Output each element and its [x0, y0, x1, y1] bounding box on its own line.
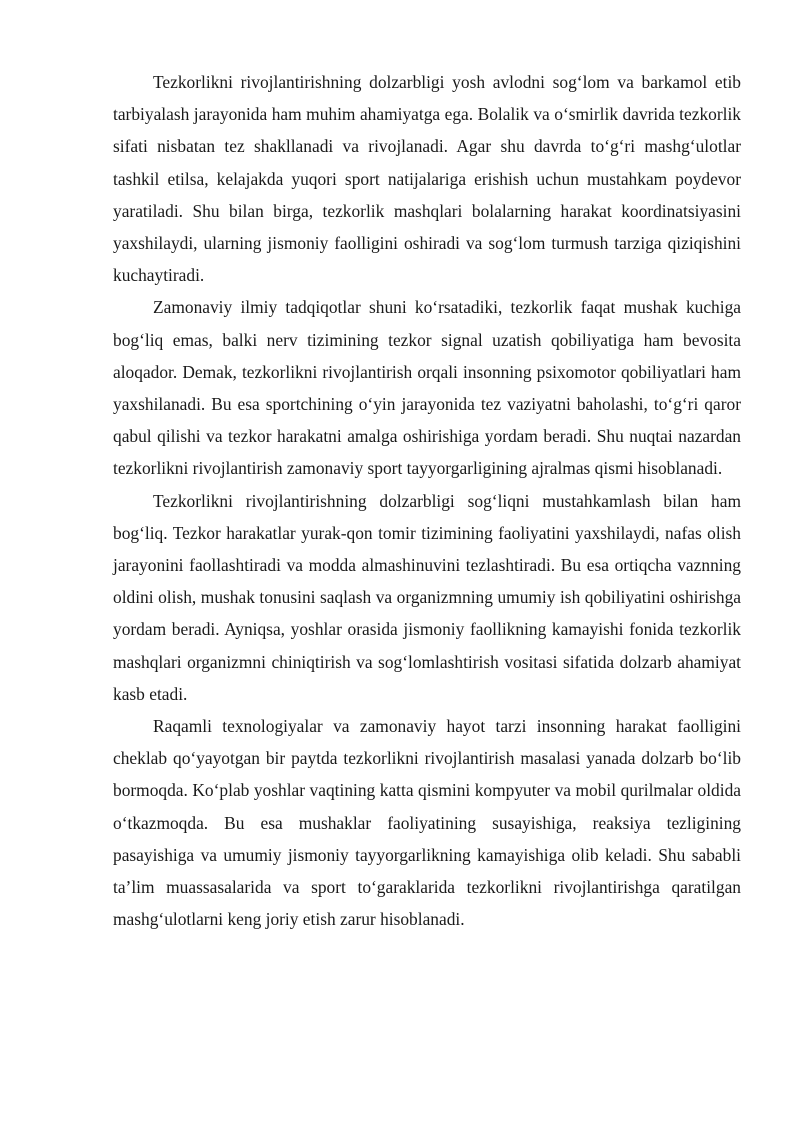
paragraph-1: Tezkorlikni rivojlantirishning dolzarbligi yosh avlodni sog‘lom va barkamol etib tarbiyalash jarayonida ham muhim ahamiyatga ega. Bolalik va o‘smirlik davrida tezkorlik sifati nisbatan tez shakllanadi va rivojlanadi. Agar shu davrda to‘g‘ri mashg‘ulotlar tashkil etilsa, kelajakda yuqori sport natijalariga erishish uchun mustahkam poydevor yaratiladi. Shu bilan birga, tezkorlik mashqlari bolalarning harakat koordinatsiyasini yaxshilaydi, ularning jismoniy faolligini oshiradi va sog‘lom turmush tarziga qiziqishini kuchaytiradi.: [113, 72, 741, 286]
paragraph-3: Tezkorlikni rivojlantirishning dolzarbligi sog‘liqni mustahkamlash bilan ham bog‘liq. Tezkor harakatlar yurak-qon tomir tizimining faoliyatini yaxshilaydi, nafas olish jarayonini faollashtiradi va modda almashinuvini tezlashtiradi. Bu esa ortiqcha vaznning oldini olish, mushak tonusini saqlash va organizmning umumiy ish qobiliyatini oshirishga yordam beradi. Ayniqsa, yoshlar orasida jismoniy faollikning kamayishi fonida tezkorlik mashqlari organizmni chiniqtirish va sog‘lomlashtirish vositasi sifatida dolzarb ahamiyat kasb etadi.: [113, 490, 741, 704]
document-page: [113, 66, 741, 935]
paragraph-4: Raqamli texnologiyalar va zamonaviy hayot tarzi insonning harakat faolligini cheklab qo‘yayotgan bir paytda tezkorlikni rivojlantirish masalasi yanada dolzarb bo‘lib bormoqda. Ko‘plab yoshlar vaqtining katta qismini kompyuter va mobil qurilmalar oldida o‘tkazmoqda. Bu esa mushaklar faoliyatining susayishiga, reaksiya tezligining pasayishiga va umumiy jismoniy tayyorgarlikning kamayishiga olib keladi. Shu sababli ta’lim muassasalarida va sport to‘garaklarida tezkorlikni rivojlantirishga qaratilgan mashg‘ulotlarni keng joriy etish zarur hisoblanadi.: [113, 716, 741, 930]
paragraph-2: Zamonaviy ilmiy tadqiqotlar shuni ko‘rsatadiki, tezkorlik faqat mushak kuchiga bog‘liq emas, balki nerv tizimining tezkor signal uzatish qobiliyatiga ham bevosita aloqador. Demak, tezkorlikni rivojlantirish orqali insonning psixomotor qobiliyatlari ham yaxshilanadi. Bu esa sportchining o‘yin jarayonida tez vaziyatni baholashi, to‘g‘ri qaror qabul qilishi va tezkor harakatni amalga oshirishiga yordam beradi. Shu nuqtai nazardan tezkorlikni rivojlantirish zamonaviy sport tayyorgarligining ajralmas qismi hisoblanadi.: [113, 297, 741, 479]
